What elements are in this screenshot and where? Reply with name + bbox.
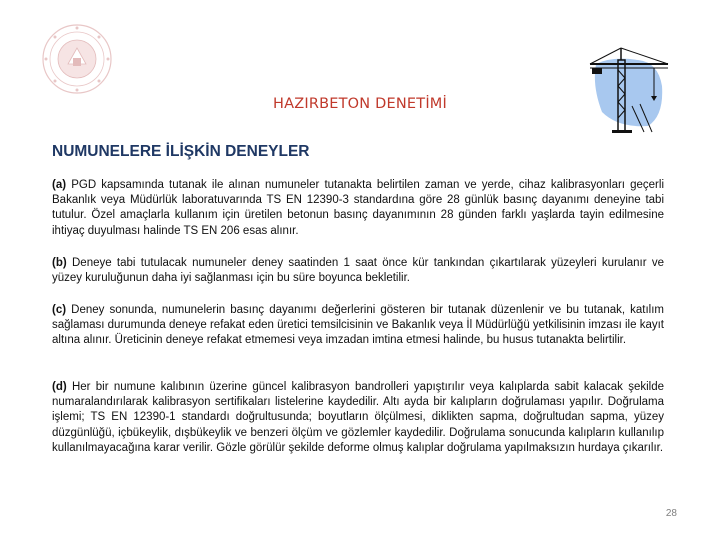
tower-crane-icon: [588, 46, 670, 134]
page-number: 28: [665, 508, 677, 519]
paragraph-marker: (d): [52, 381, 67, 393]
section-title: NUMUNELERE İLİŞKİN DENEYLER: [52, 143, 310, 160]
paragraph-marker: (c): [52, 304, 67, 316]
paragraph-text: Deneye tabi tutulacak numuneler deney saatinden 1 saat önce kür tankından çıkartılarak yüzeyleri kurulanır ve yüzey kuruluğunun daha iyi sağlanması için bu süre boyunca bekletilir.: [52, 257, 665, 285]
paragraph-d: [52, 380, 664, 456]
paragraph-marker: (a): [52, 179, 67, 191]
paragraph-a: [52, 178, 664, 239]
paragraph-text: PGD kapsamında tutanak ile alınan numuneler tutanakta belirtilen zaman ve yerde, cihaz kalibrasyonları geçerli Bakanlık veya Müdürlük laboratuvarında TS EN 12390-3 standardına göre 28 günlük basınç dayanımı deneyine tabi tutulur. Özel amaçlarla kullanım için üretilen betonun basınç dayanımının 28 günden farklı yaşlarda tayin edilmesine ihtiyaç duyulması halinde TS EN 206 esas alınır.: [52, 179, 665, 237]
ministry-emblem-icon: [40, 22, 114, 96]
header-title: HAZIRBETON DENETİMİ: [273, 96, 447, 112]
paragraph-text: Deney sonunda, numunelerin basınç dayanımı değerlerini gösteren bir tutanak düzenlenir ve bu tutanak, katılım sağlaması durumunda deneye refakat eden üretici temsilcisinin ve Bakanlık veya İl Müdürlüğü yetkilisinin imzası ile kayıt altına alınır. Üreticinin deneye refakat etmemesi veya imzadan imtina etmesi halinde, bu husus tutanakta belirtilir.: [52, 304, 665, 347]
paragraph-text: Her bir numune kalıbının üzerine güncel kalibrasyon bandrolleri yapıştırılır veya kalıplarda sabit kalacak şekilde numaralandırılarak kalibrasyon sertifikaları listelerine kaydedilir. Altı ayda bir kalıpların doğrulaması yapılır. Doğrulama işlemi; TS EN 12390-1 standardı doğrultusunda; boyutların ölçülmesi, diklikten sapma, doğrultudan sapma, yüzey düzgünlüğü, içbükeylik, dışbükeylik ve benzeri ölçüm ve gözlemler kaydedilir. Doğrulama sonucunda kalıpların kullanılıp kullanılmayacağına karar verilir. Gözle görülür şekilde deforme olmuş kalıplar doğrulama yapılmaksızın hurdaya çıkarılır.: [52, 381, 664, 454]
paragraph-b: [52, 256, 664, 286]
paragraph-marker: (b): [52, 257, 67, 269]
paragraph-c: [52, 303, 664, 349]
